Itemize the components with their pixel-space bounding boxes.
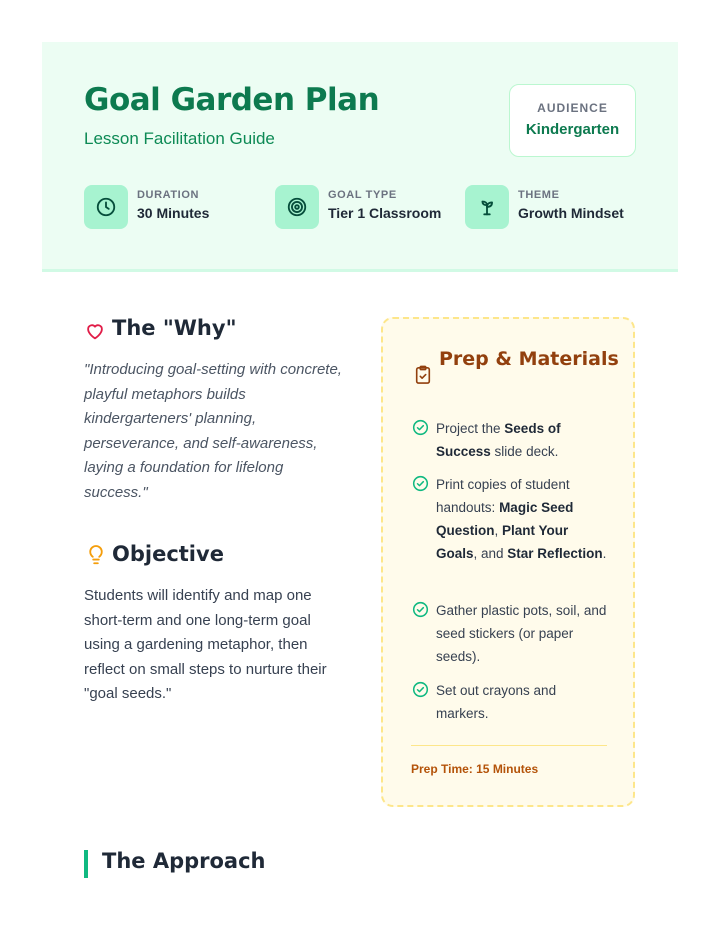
check-circle-icon [412,681,429,703]
page-subtitle: Lesson Facilitation Guide [84,129,275,148]
check-circle-icon [412,601,429,623]
prep-item-text: Set out crayons and markers. [436,683,557,721]
approach-accent-bar [84,850,88,878]
prep-item [412,599,612,668]
meta-label: GOAL TYPE [328,189,397,201]
meta-value: 30 Minutes [137,205,210,221]
audience-value: Kindergarten [525,121,620,138]
prep-item [412,473,612,565]
why-title: The "Why" [112,316,237,340]
target-icon [275,185,319,229]
prep-time: Prep Time: 15 Minutes [411,762,539,776]
prep-item [412,679,612,725]
prep-card [381,317,635,807]
approach-title: The Approach [102,849,266,873]
clipboard-check-icon [414,365,432,390]
lesson-header [42,42,678,272]
clock-icon [84,185,128,229]
prep-item-text: Print copies of student handouts: Magic Seed Question, Plant Your Goals, and Star Reflection. [436,477,607,561]
check-circle-icon [412,419,429,441]
sprout-icon [465,185,509,229]
prep-item [412,417,612,463]
page-title: Goal Garden Plan [84,82,380,118]
meta-value: Tier 1 Classroom [328,205,442,221]
meta-label: DURATION [137,189,200,201]
objective-text: Students will identify and map one short-term and one long-term goal using a gardening metaphor, then reflect on small steps to nurture their "goal seeds." [84,587,327,703]
prep-item-text: Project the Seeds of Success slide deck. [436,421,561,459]
prep-title: Prep & Materials [439,348,619,370]
check-circle-icon [412,475,429,497]
heart-icon [84,320,106,347]
objective-title: Objective [112,542,224,566]
why-quote: "Introducing goal-setting with concrete, playful metaphors builds kindergarteners' planning, perseverance, and self-awareness, laying a foundation for lifelong success." [84,361,342,501]
meta-value: Growth Mindset [518,205,624,221]
meta-label: THEME [518,189,560,201]
audience-badge [509,84,636,157]
prep-item-text: Gather plastic pots, soil, and seed stickers (or paper seeds). [436,603,607,664]
audience-label: AUDIENCE [537,101,608,115]
lightbulb-icon [85,543,107,572]
prep-divider [411,745,607,746]
